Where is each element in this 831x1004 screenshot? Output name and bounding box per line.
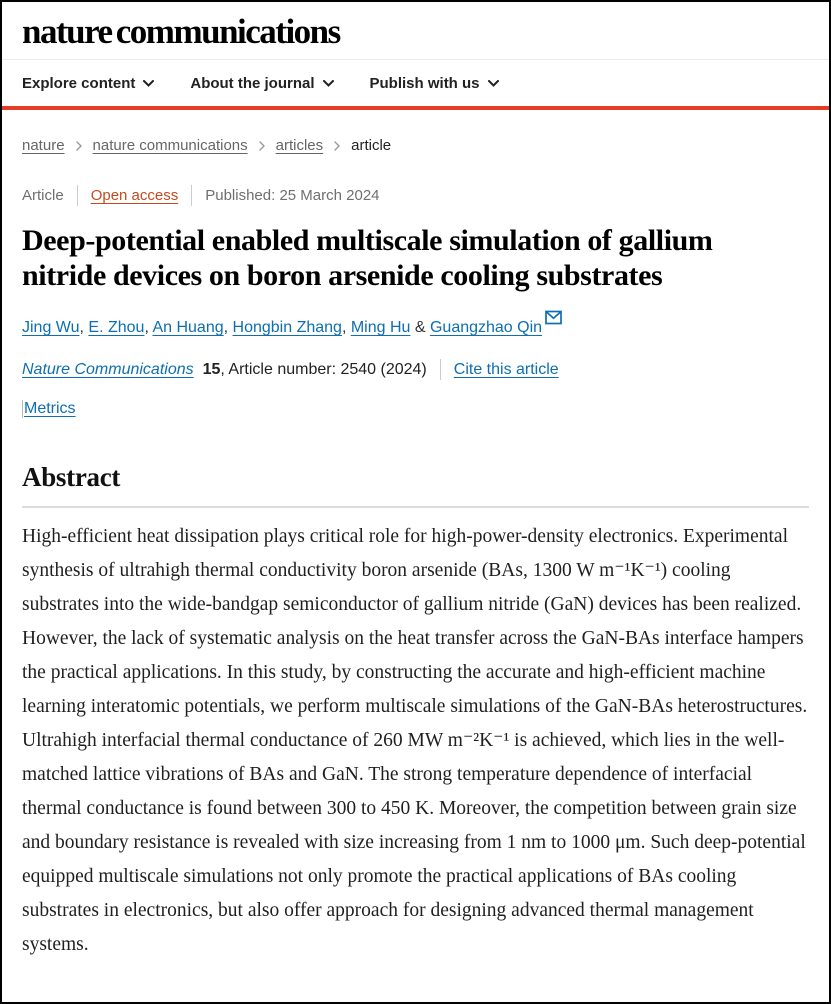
open-access-link[interactable]: Open access: [90, 187, 179, 204]
author-separator: ,: [144, 319, 153, 337]
author-ampersand: &: [410, 319, 430, 337]
author-link[interactable]: E. Zhou: [88, 319, 145, 337]
abstract-text: High-efficient heat dissipation plays critical role for high-power-density electronics. Experimental synthesis of ultrahigh thermal conductivity boron arsenide (BAs, 1300 W m⁻¹K⁻¹) cooling substrates into the wide-bandgap semiconductor of gallium nitride (GaN) devices has been realized. However, the lack of systematic analysis on the heat transfer across the GaN-BAs interface hampers the practical applications. In this study, by constructing the accurate and high-efficient machine learning interatomic potentials, we perform multiscale simulations of the GaN-BAs heterostructures. Ultrahigh interfacial thermal conductance of 260 MW m⁻²K⁻¹ is achieved, which lies in the well-matched lattice vibrations of BAs and GaN. The strong temperature dependence of interfacial thermal conductance is found between 300 to 450 K. Moreover, the competition between grain size and boundary resistance is revealed with size increasing from 1 nm to 1000 μm. Such deep-potential equipped multiscale simulations not only promote the practical applications of BAs cooling substrates in electronics, but also offer approach for designing advanced thermal management systems.: [22, 526, 808, 956]
published-date: Published: 25 March 2024: [205, 187, 380, 204]
journal-volume: 15: [202, 360, 221, 378]
chevron-right-icon: [334, 141, 340, 151]
article-title: Deep-potential enabled multiscale simulation of gallium nitride devices on boron arsenide cooling substrates: [22, 224, 713, 293]
abstract-heading: Abstract: [22, 462, 121, 493]
author-separator: ,: [79, 319, 89, 337]
author-separator: ,: [223, 319, 233, 337]
chevron-down-icon: [488, 80, 499, 87]
metrics-link[interactable]: Metrics: [24, 400, 76, 418]
nav-publish-with-us[interactable]: [370, 75, 499, 92]
envelope-icon[interactable]: [545, 310, 562, 325]
journal-name-link[interactable]: Nature Communications: [22, 360, 194, 378]
nav-label: Explore content: [22, 74, 136, 92]
article-number-text: , Article number: 2540 (2024): [220, 360, 427, 378]
breadcrumb-nature[interactable]: nature: [22, 137, 65, 154]
breadcrumb: [22, 137, 809, 154]
separator: [440, 359, 441, 380]
article-type-label: Article: [22, 187, 64, 204]
author-link[interactable]: Jing Wu: [22, 319, 80, 337]
breadcrumb-current-article: article: [351, 137, 392, 154]
separator: [77, 185, 78, 206]
logo-row: [2, 2, 829, 60]
site-header: [2, 2, 829, 110]
journal-citation-line: [22, 359, 809, 380]
author-separator: ,: [341, 319, 351, 337]
chevron-right-icon: [76, 141, 82, 151]
article-meta-row: [22, 185, 809, 206]
cite-this-article-link[interactable]: Cite this article: [453, 360, 559, 378]
author-link[interactable]: An Huang: [152, 319, 224, 337]
main-nav: [2, 60, 829, 110]
metrics-wrap: [22, 400, 76, 418]
nav-explore-content[interactable]: [22, 75, 154, 92]
abstract-section: [2, 462, 829, 962]
breadcrumb-articles[interactable]: articles: [275, 137, 324, 154]
nature-communications-logo[interactable]: nature communications: [22, 12, 340, 51]
breadcrumb-nature-communications[interactable]: nature communications: [92, 137, 248, 154]
author-link[interactable]: Ming Hu: [350, 319, 411, 337]
separator: [191, 185, 192, 206]
nav-label: Publish with us: [369, 74, 480, 92]
authors-line: [22, 317, 809, 337]
chevron-right-icon: [259, 141, 265, 151]
chevron-down-icon: [143, 80, 154, 87]
metrics-line: [22, 400, 809, 418]
author-link[interactable]: Hongbin Zhang: [232, 319, 342, 337]
chevron-down-icon: [323, 80, 334, 87]
author-link-corresponding[interactable]: Guangzhao Qin: [429, 319, 543, 337]
section-divider: [22, 506, 809, 508]
nav-about-the-journal[interactable]: [190, 75, 333, 92]
nav-label: About the journal: [190, 74, 315, 92]
